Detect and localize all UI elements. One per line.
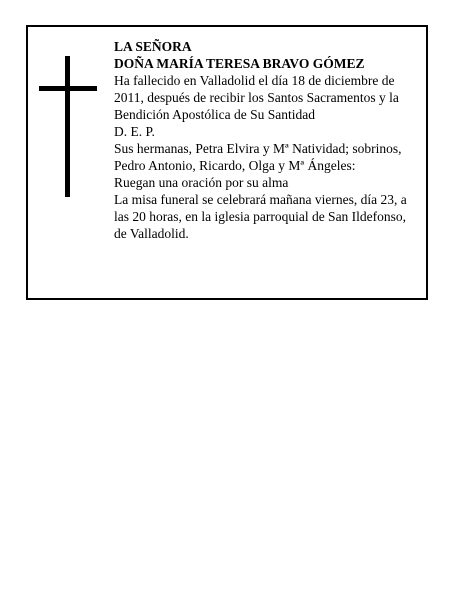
deceased-name: DOÑA MARÍA TERESA BRAVO GÓMEZ [114, 56, 365, 71]
cross-icon [39, 56, 97, 197]
funeral-paragraph: La misa funeral se celebrará mañana viernes, día 23, a las 20 horas, en la iglesia parroquial de San Ildefonso, de Valladolid. [114, 192, 407, 241]
obituary-notice [26, 25, 428, 300]
cross-vertical-bar [65, 56, 70, 197]
prayer-request: Ruegan una oración por su alma [114, 175, 289, 190]
relatives-paragraph: Sus hermanas, Petra Elvira y Mª Natividad; sobrinos, Pedro Antonio, Ricardo, Olga y Mª Ángeles: [114, 141, 402, 173]
notice-title: LA SEÑORA [114, 39, 192, 54]
cross-horizontal-bar [39, 86, 97, 91]
dep-line: D. E. P. [114, 124, 155, 139]
death-notice-paragraph: Ha fallecido en Valladolid el día 18 de diciembre de 2011, después de recibir los Santos Sacramentos y la Bendición Apostólica de Su Santidad [114, 73, 399, 122]
obituary-text [114, 38, 418, 242]
